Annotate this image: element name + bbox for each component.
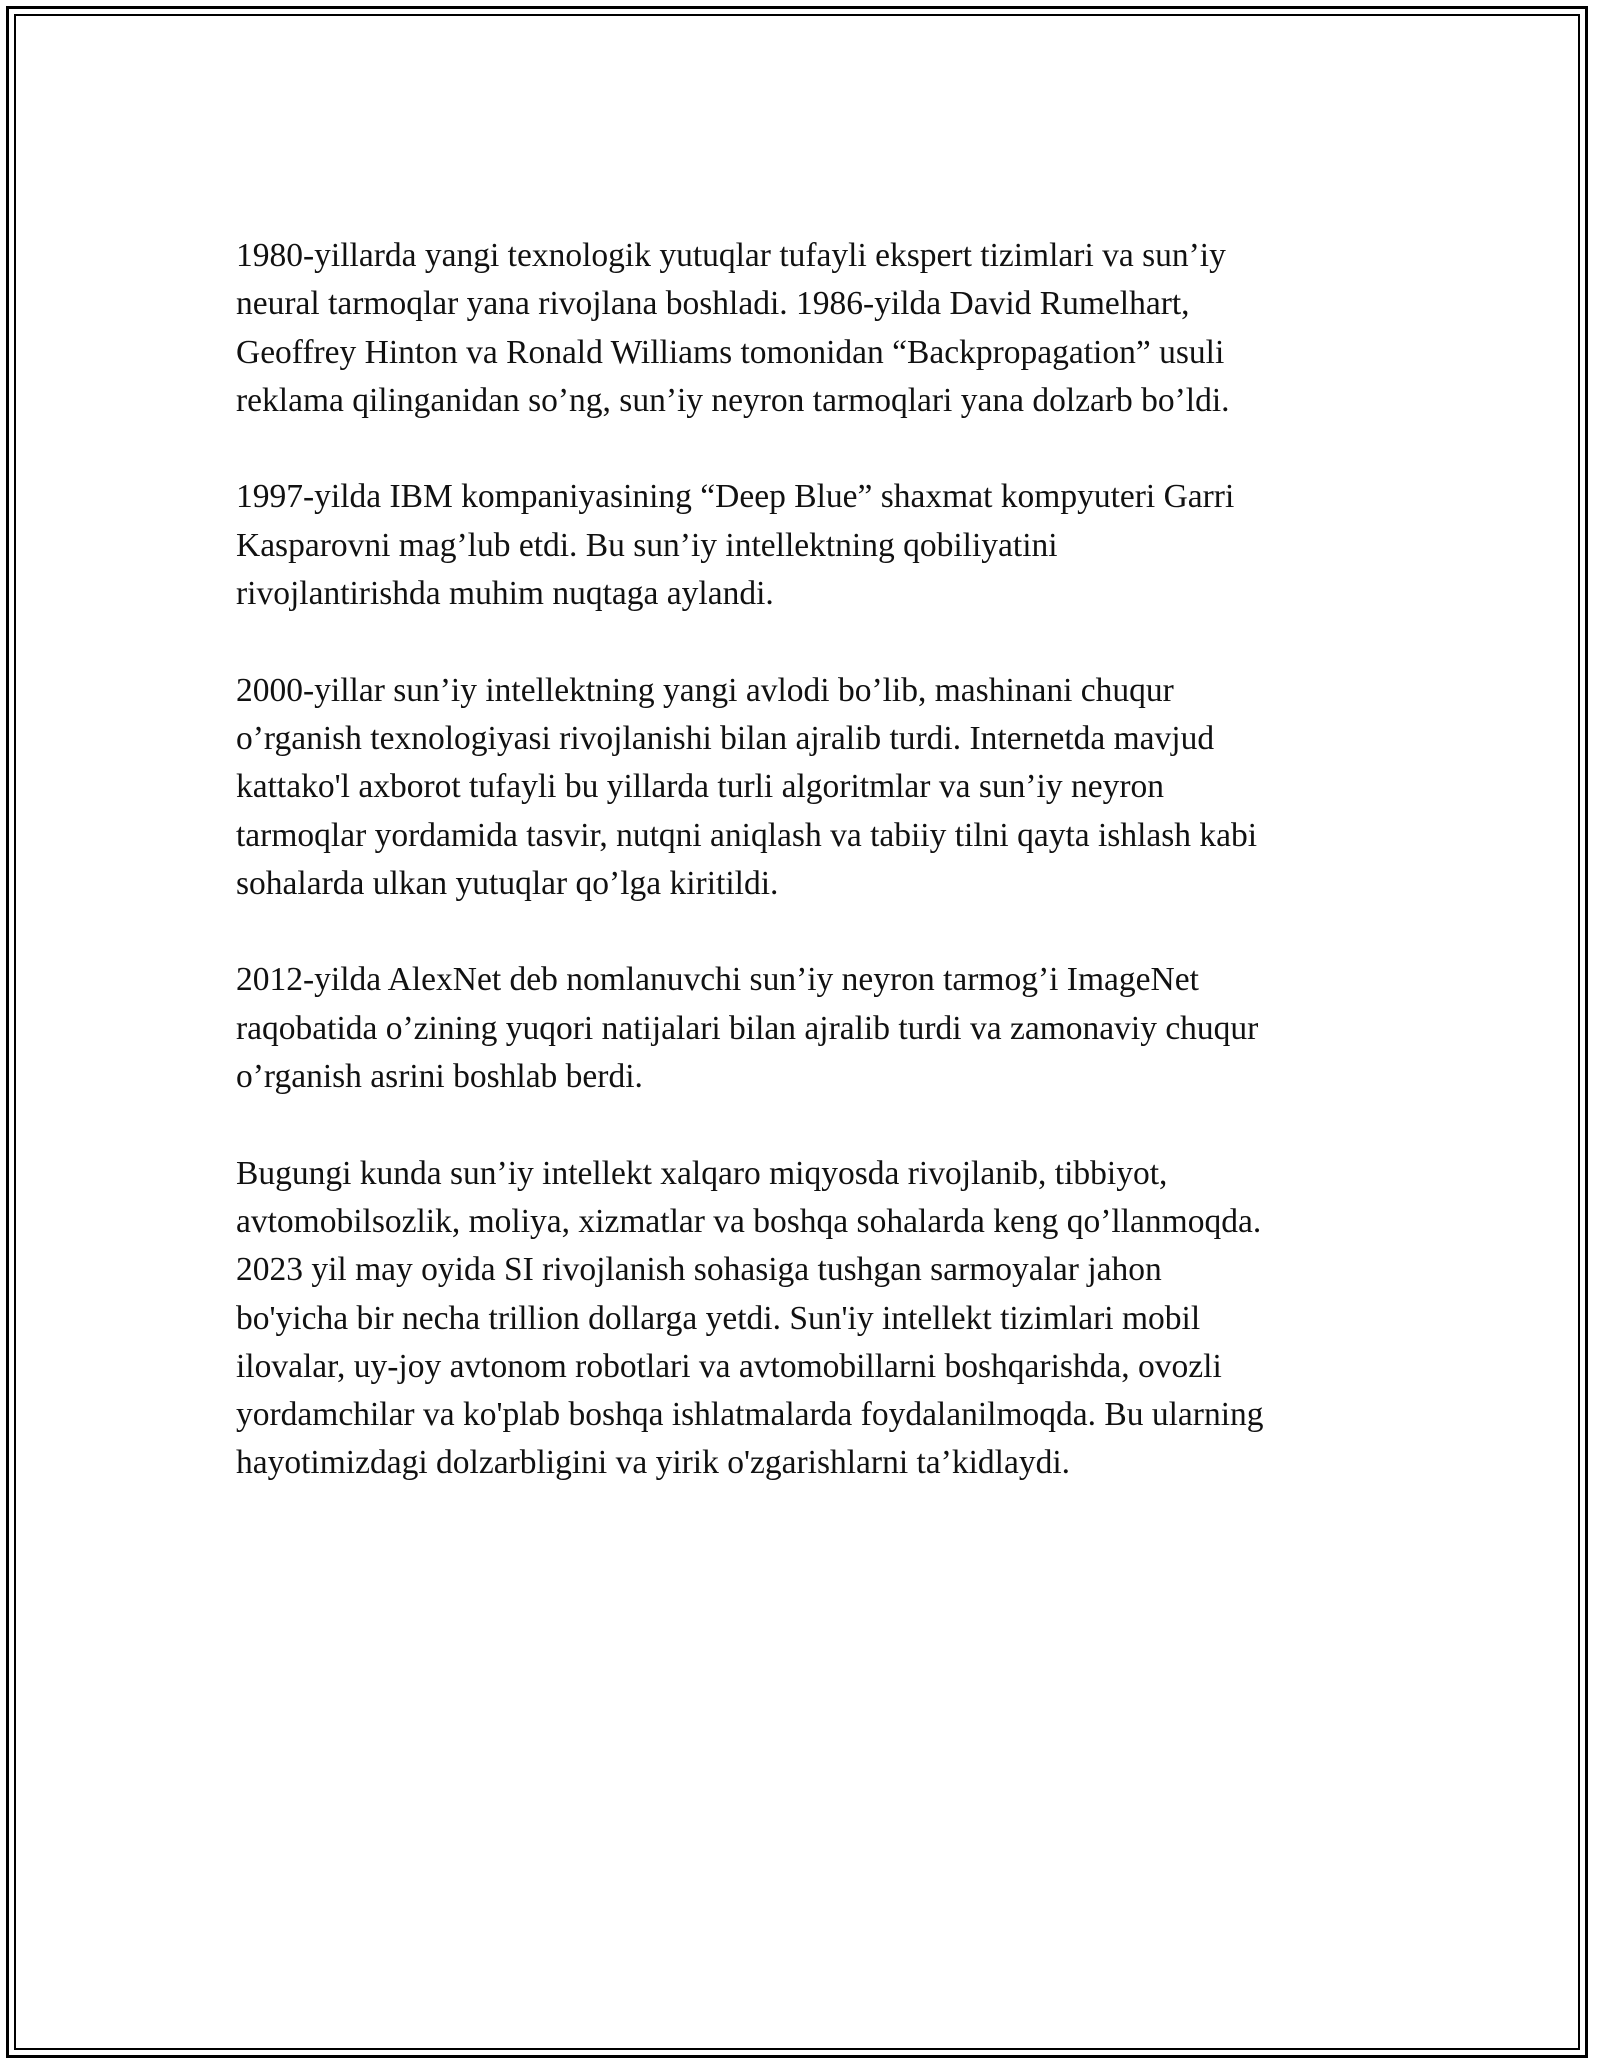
text-line: kattako'l axborot tufayli bu yillarda turli algoritmlar va sun’iy neyron (236, 768, 1164, 806)
text-line: avtomobilsozlik, moliya, xizmatlar va boshqa sohalarda keng qo’llanmoqda. (236, 1202, 1262, 1240)
document-body (236, 232, 1366, 1536)
text-line: neural tarmoqlar yana rivojlana boshladi. 1986-yilda David Rumelhart, (236, 285, 1190, 323)
text-line: 1997-yilda IBM kompaniyasining “Deep Blue” shaxmat kompyuteri Garri (236, 478, 1235, 516)
text-line: rivojlantirishda muhim nuqtaga aylandi. (236, 575, 774, 613)
text-line: yordamchilar va ko'plab boshqa ishlatmalarda foydalanilmoqda. Bu ularning (236, 1396, 1264, 1434)
paragraph-1997 (236, 473, 1366, 618)
text-line: o’rganish asrini boshlab berdi. (236, 1058, 643, 1096)
text-line: tarmoqlar yordamida tasvir, nutqni aniqlash va tabiiy tilni qayta ishlash kabi (236, 816, 1258, 854)
text-line: 2012-yilda AlexNet deb nomlanuvchi sun’iy neyron tarmog’i ImageNet (236, 961, 1199, 999)
text-line: reklama qilinganidan so’ng, sun’iy neyron tarmoqlari yana dolzarb bo’ldi. (236, 381, 1230, 419)
text-line: 1980-yillarda yangi texnologik yutuqlar tufayli ekspert tizimlari va sun’iy (236, 237, 1226, 274)
text-line: 2023 yil may oyida SI rivojlanish sohasiga tushgan sarmoyalar jahon (236, 1251, 1162, 1289)
text-line: o’rganish texnologiyasi rivojlanishi bilan ajralib turdi. Internetda mavjud (236, 719, 1215, 757)
text-line: Kasparovni mag’lub etdi. Bu sun’iy intellektning qobiliyatini (236, 526, 1058, 564)
paragraph-today (236, 1150, 1366, 1488)
text-line: raqobatida o’zining yuqori natijalari bilan ajralib turdi va zamonaviy chuqur (236, 1009, 1259, 1047)
text-line: Bugungi kunda sun’iy intellekt xalqaro miqyosda rivojlanib, tibbiyot, (236, 1154, 1168, 1192)
text-line: 2000-yillar sun’iy intellektning yangi avlodi bo’lib, mashinani chuqur (236, 671, 1174, 709)
text-line: hayotimizdagi dolzarbligini va yirik o'zgarishlarni ta’kidlaydi. (236, 1444, 1070, 1482)
text-line: sohalarda ulkan yutuqlar qo’lga kiritildi. (236, 864, 779, 902)
text-line: bo'yicha bir necha trillion dollarga yetdi. Sun'iy intellekt tizimlari mobil (236, 1299, 1201, 1337)
paragraph-2000s (236, 667, 1366, 908)
paragraph-1980s (236, 232, 1366, 425)
paragraph-2012 (236, 956, 1366, 1101)
text-line: ilovalar, uy-joy avtonom robotlari va avtomobillarni boshqarishda, ovozli (236, 1347, 1222, 1385)
text-line: Geoffrey Hinton va Ronald Williams tomonidan “Backpropagation” usuli (236, 333, 1225, 371)
